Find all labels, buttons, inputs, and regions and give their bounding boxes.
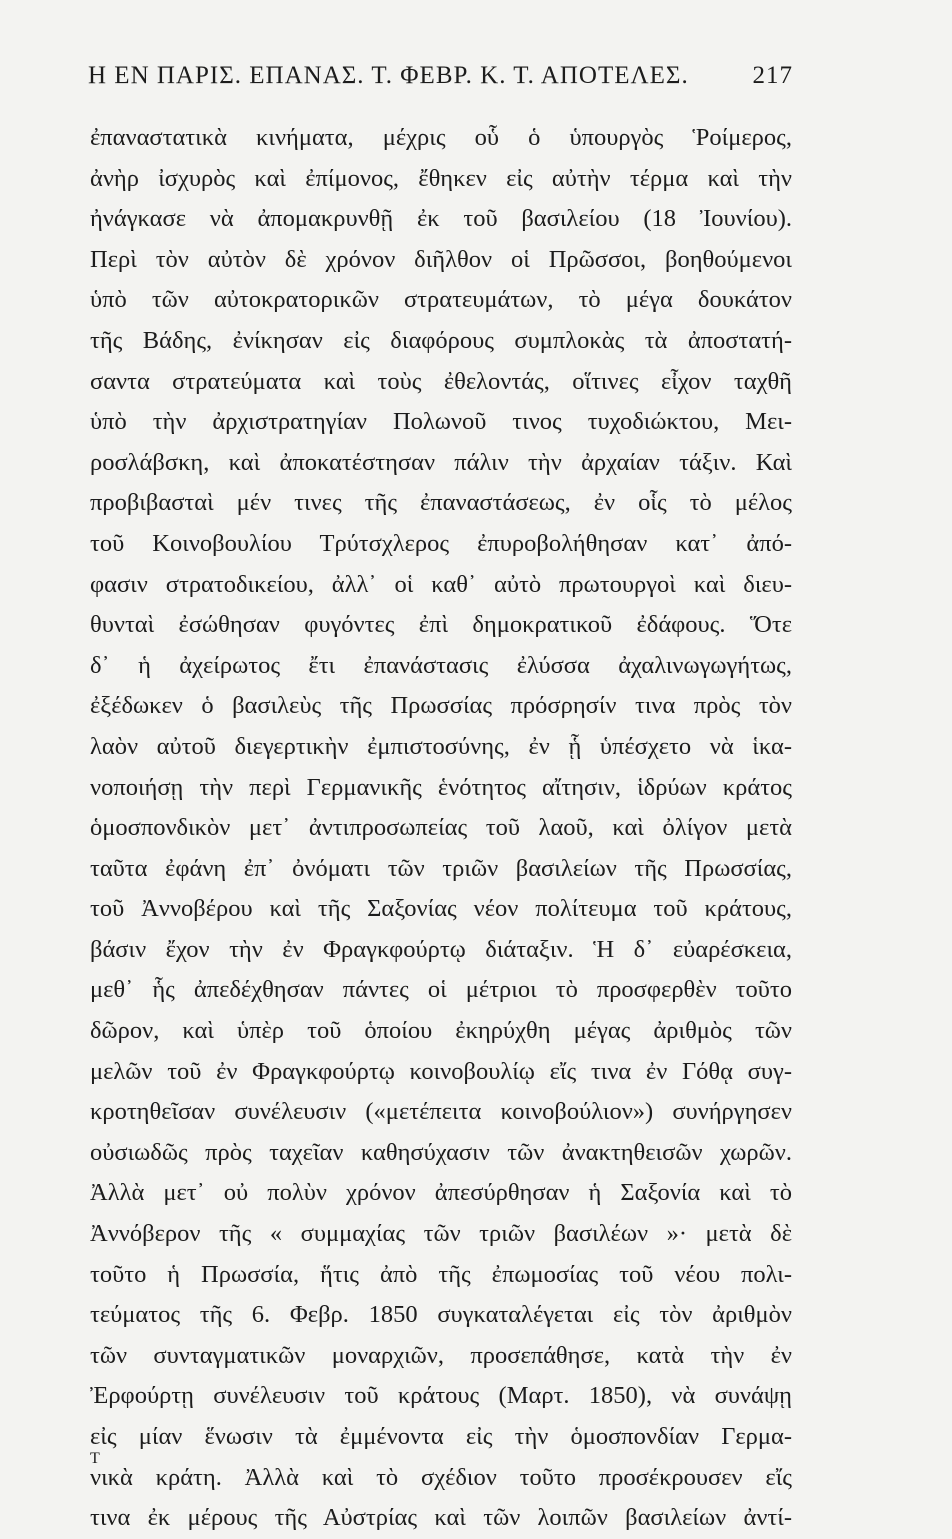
text-line: μεθ᾽ ἧς ἀπεδέχθησαν πάντες οἱ μέτριοι τὸ προσφερθὲν τοῦτο [90, 976, 792, 1004]
text-line: ἐπαναστατικὰ κινήματα, μέχρις οὗ ὁ ὑπουργὸς Ῥοίμερος, [90, 124, 792, 151]
page-number: 217 [752, 62, 793, 89]
text-line: τοῦ Ἀννοβέρου καὶ τῆς Σαξονίας νέον πολίτευμα τοῦ κράτους, [90, 895, 792, 923]
text-line: ἀνὴρ ἰσχυρὸς καὶ ἐπίμονος, ἔθηκεν εἰς αὐτὴν τέρμα καὶ τὴν [90, 164, 792, 192]
text-line: οὐσιωδῶς πρὸς ταχεῖαν καθησύχασιν τῶν ἀνακτηθεισῶν χωρῶν. [90, 1138, 792, 1166]
body-text [90, 118, 792, 1539]
text-line: φασιν στρατοδικείου, ἀλλ᾽ οἱ καθ᾽ αὐτὸ πρωτουργοὶ καὶ διευ- [90, 570, 792, 598]
text-line: ταῦτα ἐφάνη ἐπ᾽ ὀνόματι τῶν τριῶν βασιλείων τῆς Πρωσσίας, [90, 854, 792, 882]
text-line: ὁμοσπονδικὸν μετ᾽ ἀντιπροσωπείας τοῦ λαοῦ, καὶ ὀλίγον μετὰ [90, 814, 792, 842]
text-line: προβιβασταὶ μέν τινες τῆς ἐπαναστάσεως, ἐν οἷς τὸ μέλος [90, 489, 792, 517]
running-head [88, 62, 793, 90]
text-line: δῶρον, καὶ ὑπὲρ τοῦ ὁποίου ἐκηρύχθη μέγας ἀριθμὸς τῶν [90, 1017, 792, 1045]
text-line: τινα ἐκ μέρους τῆς Αὐστρίας καὶ τῶν λοιπῶν βασιλείων ἀντί- [90, 1504, 792, 1532]
text-line: βάσιν ἔχον τὴν ἐν Φραγκφούρτῳ διάταξιν. Ἡ δ᾽ εὐαρέσκεια, [90, 935, 792, 963]
text-line: μελῶν τοῦ ἐν Φραγκφούρτῳ κοινοβουλίῳ εἴς τινα ἐν Γόθᾳ συγ- [90, 1057, 792, 1085]
text-line: κροτηθεῖσαν συνέλευσιν («μετέπειτα κοινοβούλιον») συνήργησεν [90, 1098, 792, 1126]
text-line: ἠνάγκασε νὰ ἀπομακρυνθῇ ἐκ τοῦ βασιλείου (18 Ἰουνίου). [90, 205, 792, 233]
text-line: ροσλάβσκη, καὶ ἀποκατέστησαν πάλιν τὴν ἀρχαίαν τάξιν. Καὶ [90, 448, 792, 476]
text-line: τοῦ Κοινοβουλίου Τρύτσχλερος ἐπυροβολήθησαν κατ᾽ ἀπό- [90, 529, 792, 557]
text-line: Ἀλλὰ μετ᾽ οὐ πολὺν χρόνον ἀπεσύρθησαν ἡ Σαξονία καὶ τὸ [90, 1179, 792, 1207]
running-head-title: Η ΕΝ ΠΑΡΙΣ. ΕΠΑΝΑΣ. Τ. ΦΕΒΡ. Κ. Τ. ΑΠΟΤΕΛΕΣ. [88, 62, 689, 89]
text-line: θυνταὶ ἐσώθησαν φυγόντες ἐπὶ δημοκρατικοῦ ἐδάφους. Ὅτε [90, 611, 792, 639]
text-line: ὑπὸ τῶν αὐτοκρατορικῶν στρατευμάτων, τὸ μέγα δουκάτον [90, 286, 792, 314]
text-line: νικὰ κράτη. Ἀλλὰ καὶ τὸ σχέδιον τοῦτο προσέκρουσεν εἴς [90, 1463, 792, 1491]
text-line: Ἐρφούρτῃ συνέλευσιν τοῦ κράτους (Μαρτ. 1850), νὰ συνάψῃ [90, 1382, 792, 1410]
text-line: Περὶ τὸν αὐτὸν δὲ χρόνον διῆλθον οἱ Πρῶσσοι, βοηθούμενοι [90, 245, 792, 273]
text-line: νοποιήσῃ τὴν περὶ Γερμανικῆς ἑνότητος αἴτησιν, ἱδρύων κράτος [90, 773, 792, 801]
text-line: εἰς μίαν ἕνωσιν τὰ ἐμμένοντα εἰς τὴν ὁμοσπονδίαν Γερμα- [90, 1423, 792, 1450]
text-line: τῶν συνταγματικῶν μοναρχιῶν, προσεπάθησε, κατὰ τὴν ἐν [90, 1341, 792, 1369]
text-line: σαντα στρατεύματα καὶ τοὺς ἐθελοντάς, οἵτινες εἶχον ταχθῆ [90, 367, 792, 395]
signature-mark: Τ [90, 1450, 100, 1467]
text-line: Ἀννόβερον τῆς « συμμαχίας τῶν τριῶν βασιλέων »· μετὰ δὲ [90, 1220, 792, 1248]
text-line: τοῦτο ἡ Πρωσσία, ἥτις ἀπὸ τῆς ἐπωμοσίας τοῦ νέου πολι- [90, 1260, 792, 1288]
text-line: ὑπὸ τὴν ἀρχιστρατηγίαν Πολωνοῦ τινος τυχοδιώκτου, Μει- [90, 408, 792, 436]
text-line: ἐξέδωκεν ὁ βασιλεὺς τῆς Πρωσσίας πρόσρησίν τινα πρὸς τὸν [90, 692, 792, 720]
text-line: λαὸν αὐτοῦ διεγερτικὴν ἐμπιστοσύνης, ἐν ᾗ ὑπέσχετο νὰ ἱκα- [90, 732, 792, 760]
text-line: τῆς Βάδης, ἐνίκησαν εἰς διαφόρους συμπλοκὰς τὰ ἀποστατή- [90, 326, 792, 354]
text-line: δ᾽ ἡ ἀχείρωτος ἔτι ἐπανάστασις ἐλύσσα ἀχαλινωγωγήτως, [90, 651, 792, 679]
text-line: τεύματος τῆς 6. Φεβρ. 1850 συγκαταλέγεται εἰς τὸν ἀριθμὸν [90, 1301, 792, 1329]
